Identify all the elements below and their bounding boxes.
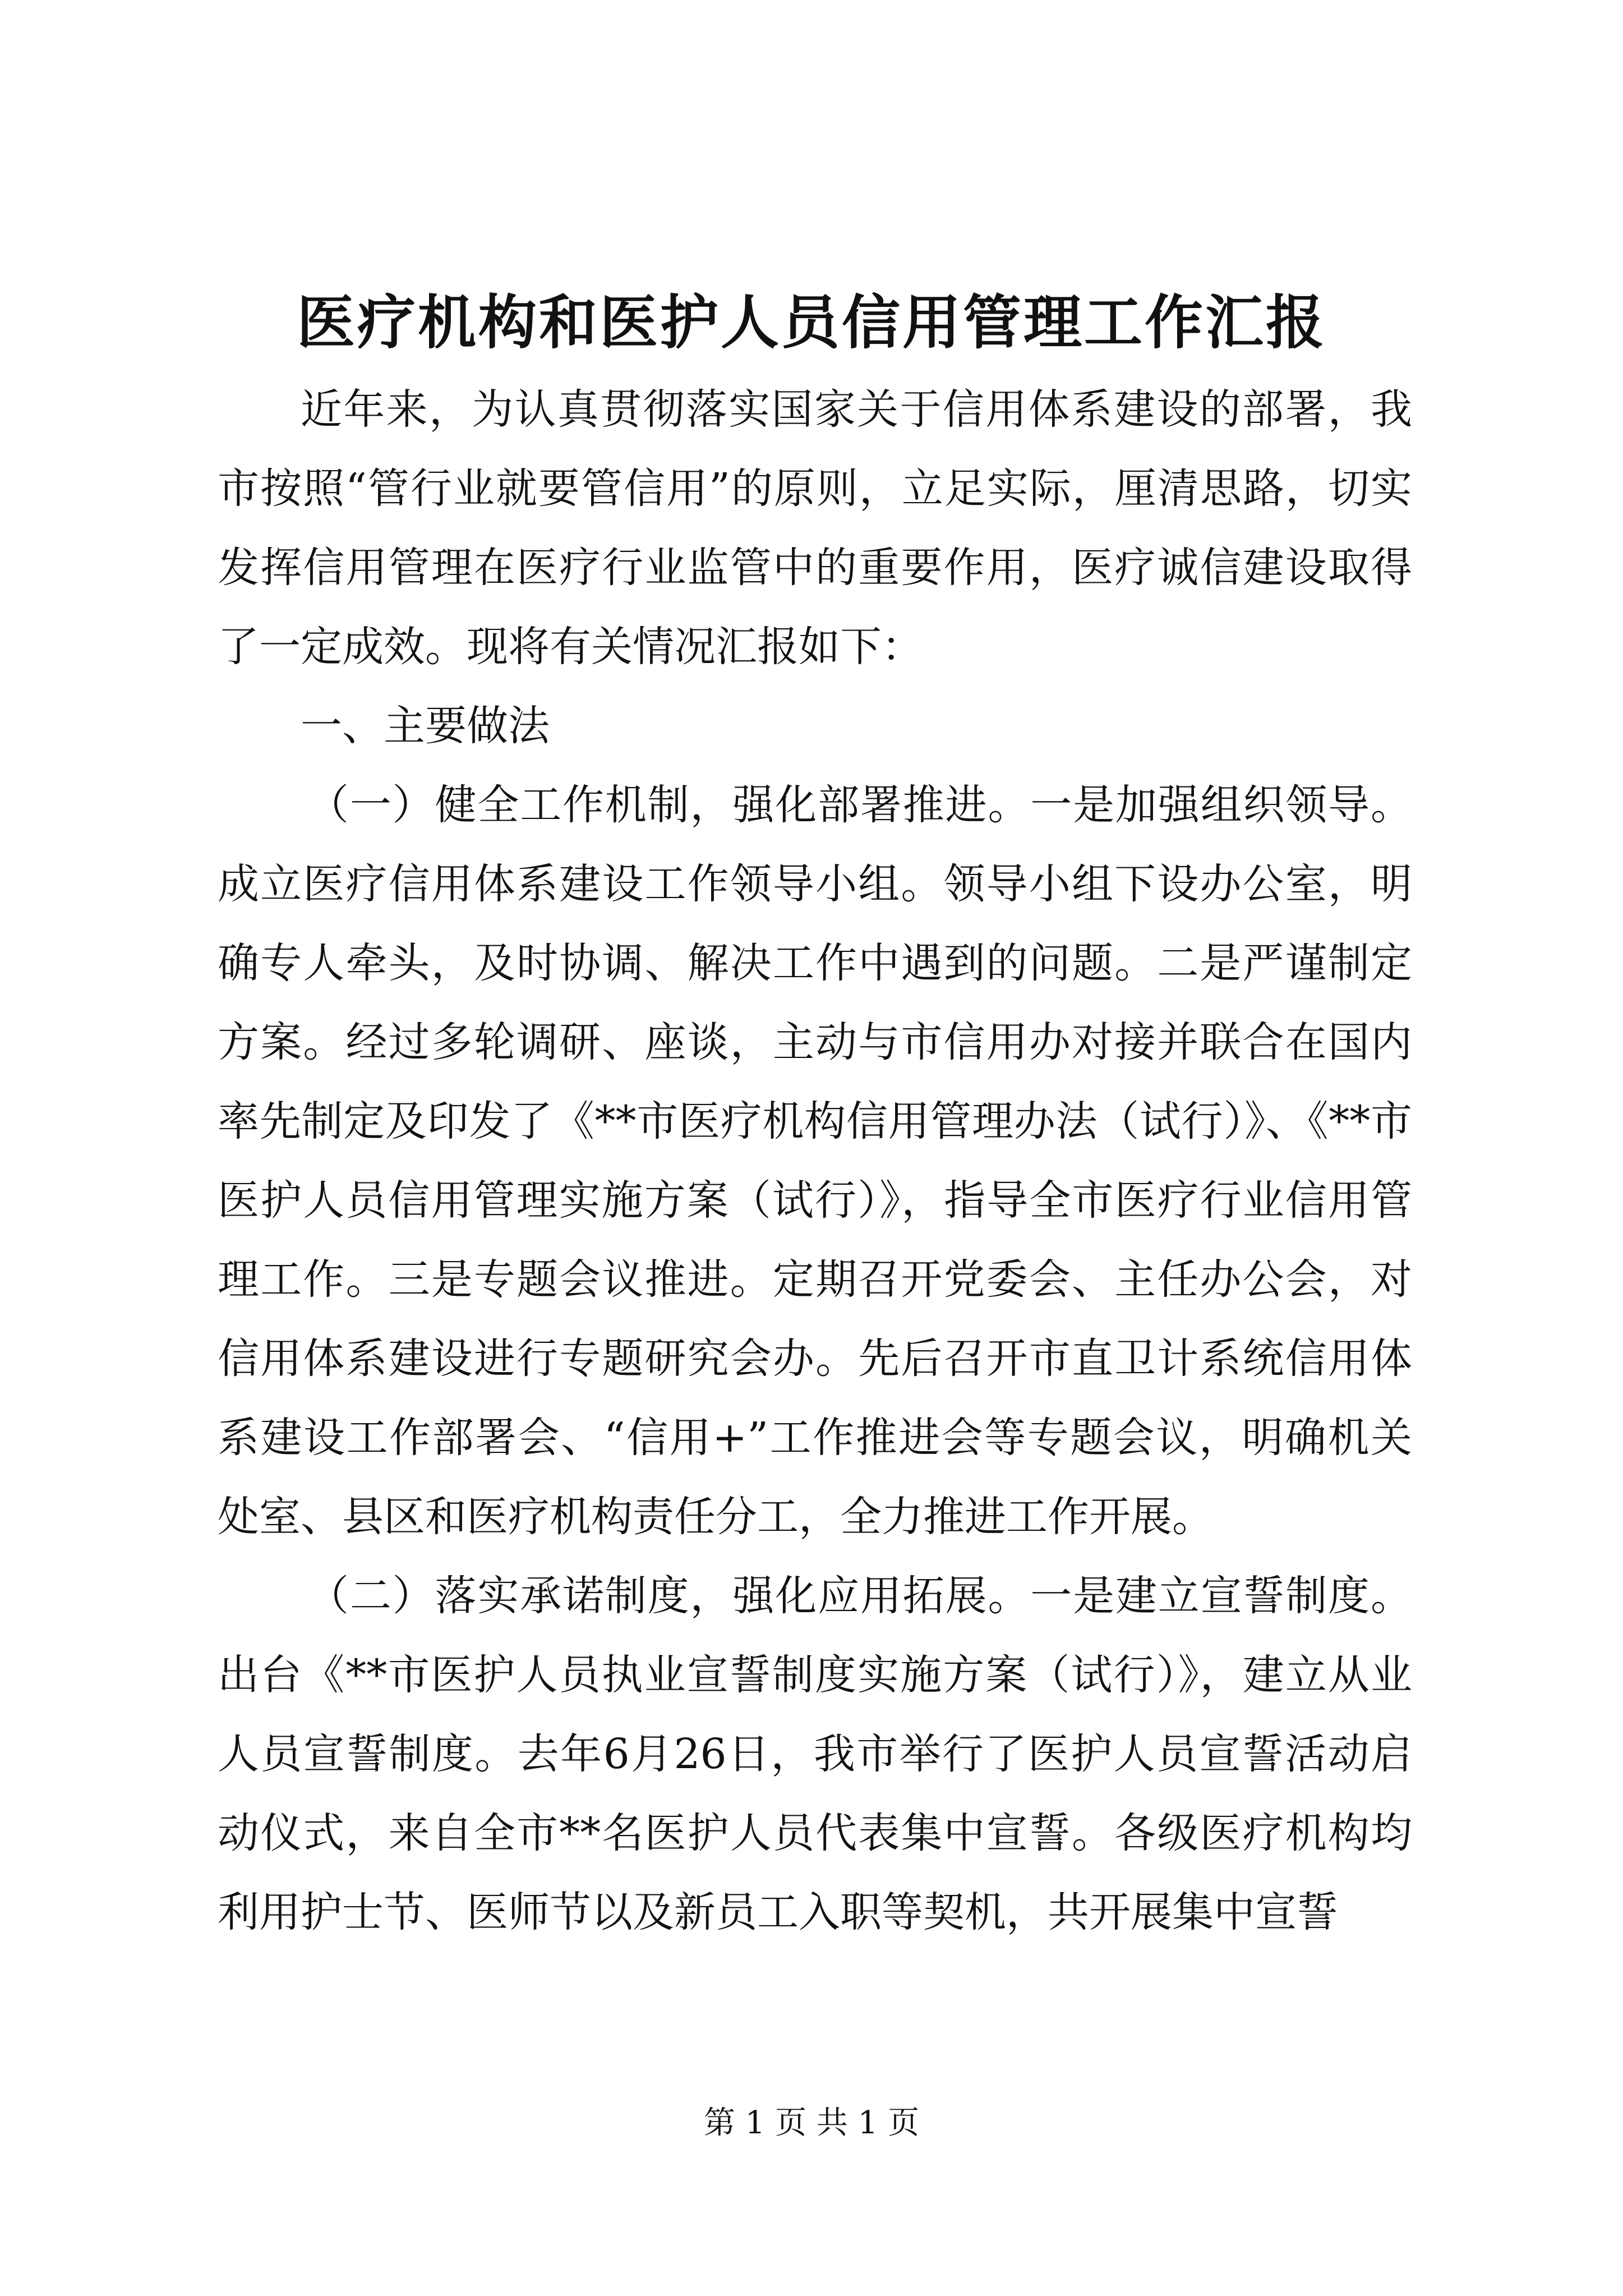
subsection-paragraph-2: （二）落实承诺制度，强化应用拓展。一是建立宣誓制度。出台《**市医护人员执业宣誓制度实施方案（试行）》，建立从业人员宣誓制度。去年6月26日，我市举行了医护人员宣誓活动启动仪式，来自全市**名医护人员代表集中宣誓。各级医疗机构均利用护士节、医师节以及新员工入职等契机，共开展集中宣誓 [218,1572,1412,1936]
document-body [218,370,1412,1952]
document-title: 医疗机构和医护人员信用管理工作汇报 [296,288,1326,357]
subsection-paragraph-1: （一）健全工作机制，强化部署推进。一是加强组织领导。成立医疗信用体系建设工作领导小组。领导小组下设办公室，明确专人牵头，及时协调、解决工作中遇到的问题。二是严谨制定方案。经过多轮调研、座谈，主动与市信用办对接并联合在国内率先制定及印发了《**市医疗机构信用管理办法（试行）》、《**市医护人员信用管理实施方案（试行）》，指导全市医疗行业信用管理工作。三是专题会议推进。定期召开党委会、主任办公会，对信用体系建设进行专题研究会办。先后召开市直卫计系统信用体系建设工作部署会、“信用+”工作推进会等专题会议，明确机关处室、县区和医疗机构责任分工，全力推进工作开展。 [218,781,1412,1541]
intro-paragraph: 近年来，为认真贯彻落实国家关于信用体系建设的部署，我市按照“管行业就要管信用”的原则，立足实际，厘清思路，切实发挥信用管理在医疗行业监管中的重要作用，医疗诚信建设取得了一定成效。现将有关情况汇报如下： [218,385,1412,671]
page-footer: 第 1 页 共 1 页 [703,2105,920,2141]
section-heading-main-practices: 一、主要做法 [301,702,550,750]
